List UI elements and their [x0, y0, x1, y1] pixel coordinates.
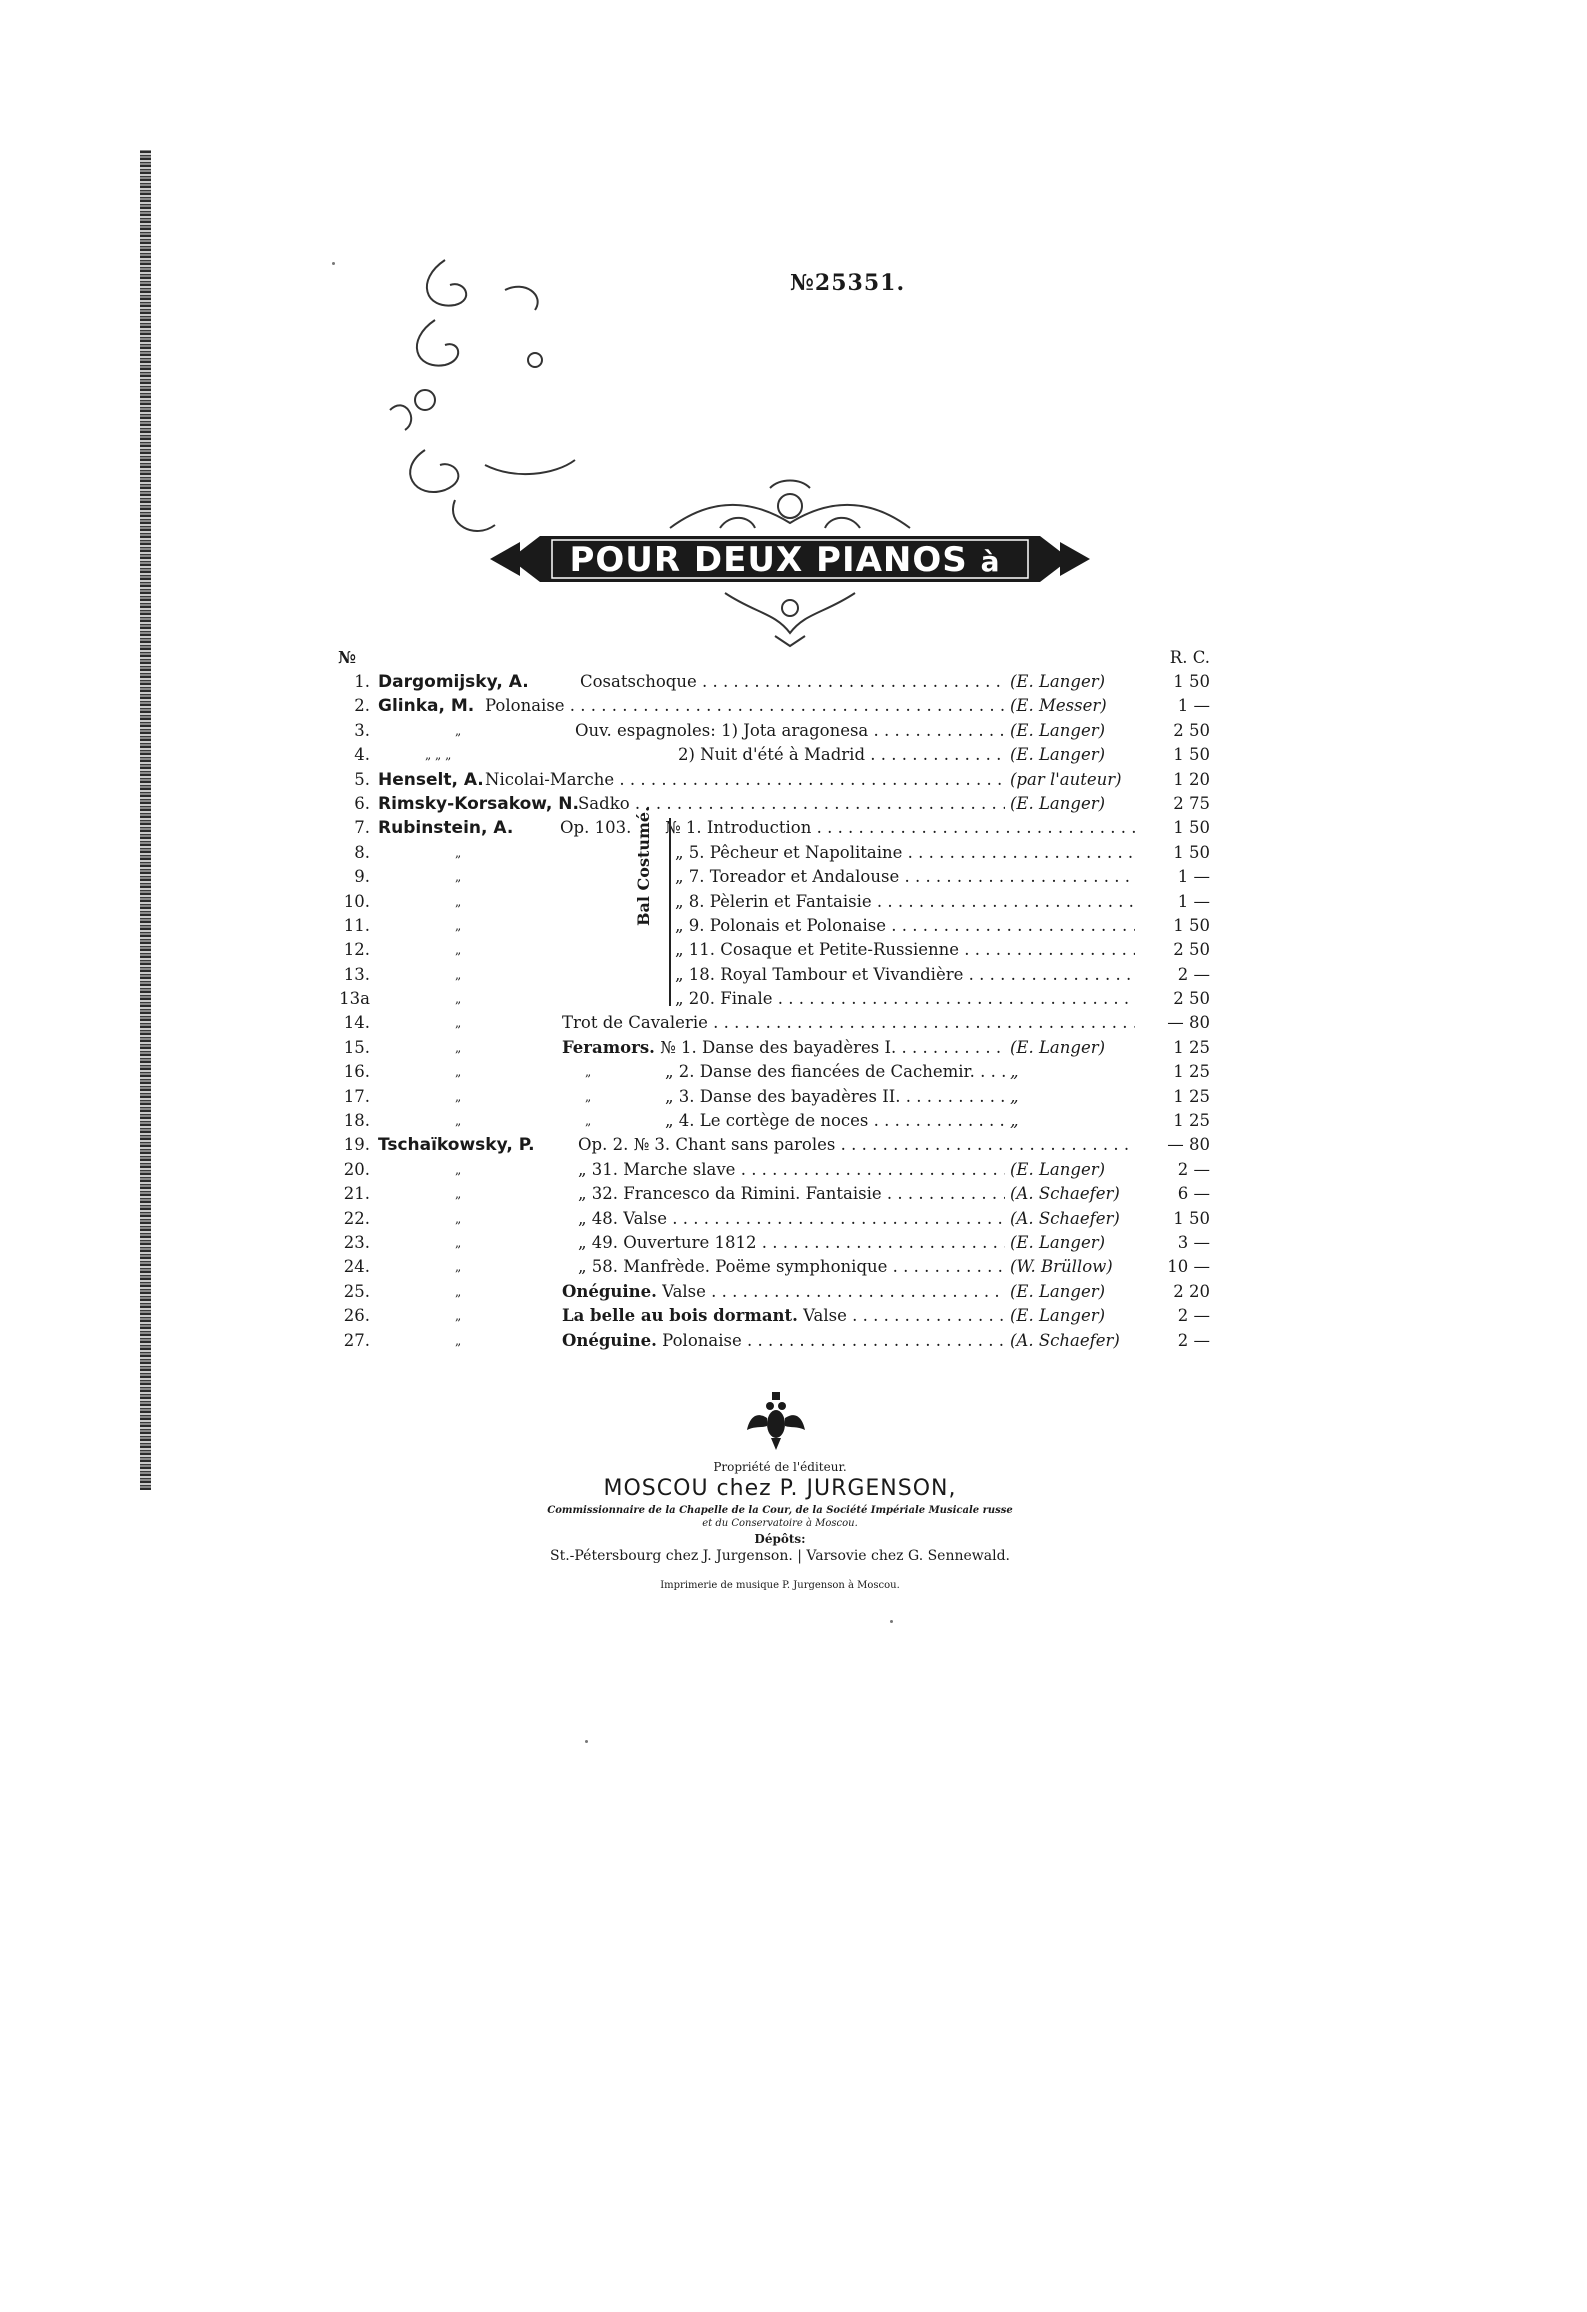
price-value: 2 —: [1177, 1330, 1210, 1350]
work-title: Valse . . .: [662, 1282, 1005, 1301]
catalog-row: [330, 1255, 1210, 1279]
work-title-cell: [578, 1255, 1005, 1279]
catalog-number: 11.: [343, 915, 370, 935]
arranger-name: (E. Langer): [1010, 1159, 1106, 1179]
subtitle-a: à: [980, 545, 1001, 578]
catalog-row: [330, 1182, 1210, 1206]
ditto-mark: „: [585, 1065, 592, 1080]
price-value: — 80: [1167, 1013, 1210, 1033]
price-value: 1 50: [1173, 842, 1210, 862]
ditto-mark: „: [455, 723, 462, 738]
catalog-number: 20.: [343, 1159, 370, 1179]
ditto-mark: „: [455, 943, 462, 958]
work-title: Valse . . .: [803, 1306, 1005, 1325]
ditto-mark: „: [455, 870, 462, 885]
price-value: — 80: [1167, 1135, 1210, 1155]
catalog-header: [330, 648, 1210, 670]
catalog-number: 25.: [343, 1281, 370, 1301]
ditto-mark: „: [455, 967, 462, 982]
catalog-number: 23.: [343, 1232, 370, 1252]
ditto-mark: „: [455, 1162, 462, 1177]
scan-speck: [332, 262, 335, 265]
ditto-mark: „: [455, 894, 462, 909]
catalog-row: [330, 1329, 1210, 1353]
pendant-ornament-icon: [715, 588, 865, 648]
price-value: 1 25: [1173, 1111, 1210, 1131]
ditto-mark: „: [455, 1040, 462, 1055]
catalog-row: [330, 719, 1210, 743]
subtitle-main: POUR DEUX PIANOS: [569, 540, 968, 580]
arranger-name: (E. Langer): [1010, 1306, 1106, 1326]
work-title-cell: [485, 768, 1005, 792]
work-group-title: La belle au bois dormant.: [562, 1306, 798, 1326]
work-title: „ 58. Manfrède. Poëme symphonique . . .: [578, 1257, 1005, 1276]
catalog-number: 2.: [354, 696, 370, 716]
price-value: 1 50: [1173, 745, 1210, 765]
composer-name: Dargomijsky, A.: [378, 672, 529, 692]
catalog-number: 26.: [343, 1306, 370, 1326]
ditto-mark: „: [455, 1065, 462, 1080]
price-value: 1 —: [1177, 696, 1210, 716]
price-value: 2 —: [1177, 964, 1210, 984]
work-title-cell: [675, 963, 1135, 987]
title-block: [405, 335, 1145, 470]
work-title-cell: [678, 743, 1005, 767]
price-value: 1 25: [1173, 1062, 1210, 1082]
work-title-cell: [562, 1280, 1005, 1304]
work-title: „ 18. Royal Tambour et Vivandière . . .: [675, 965, 1135, 984]
work-title: Cosatschoque . . .: [580, 672, 1005, 691]
work-title-cell: [580, 670, 1005, 694]
work-title: Ouv. espagnoles: 1) Jota aragonesa . . .: [575, 721, 1005, 740]
work-title-cell: [562, 1329, 1005, 1353]
work-title: Polonaise . . .: [485, 696, 1005, 715]
work-title-cell: [485, 694, 1005, 718]
work-title-cell: [675, 938, 1135, 962]
ditto-mark: „: [455, 918, 462, 933]
work-title: „ 11. Cosaque et Petite-Russienne . . .: [675, 940, 1135, 959]
work-title: № 1. Danse des bayadères I. . . .: [660, 1038, 1005, 1057]
arranger-name: „: [1010, 1111, 1019, 1131]
footer-depots-label: Dépôts:: [754, 1532, 806, 1546]
work-title: „ 2. Danse des fiancées de Cachemir. . . .: [665, 1062, 1005, 1081]
work-group-title: Feramors.: [562, 1037, 655, 1057]
ditto-mark: „: [455, 1211, 462, 1226]
work-title-cell: [578, 1158, 1005, 1182]
arranger-name: (E. Langer): [1010, 1281, 1106, 1301]
scan-speck: [890, 1620, 893, 1623]
catalog-number: 15.: [343, 1037, 370, 1057]
price-value: 2 —: [1177, 1306, 1210, 1326]
price-value: 1 20: [1173, 769, 1210, 789]
price-value: 10 —: [1167, 1257, 1210, 1277]
composer-name: Rimsky-Korsakow, N.: [378, 793, 579, 814]
work-group-title: Onéguine.: [562, 1330, 657, 1350]
catalog-number: 3.: [354, 720, 370, 740]
catalog-number: 14.: [343, 1013, 370, 1033]
imperial-eagle-icon: [745, 1390, 807, 1452]
work-title-cell: [675, 890, 1135, 914]
work-group-title: Onéguine.: [562, 1281, 657, 1301]
footer-publisher: MOSCOU chez P. JURGENSON,: [603, 1476, 957, 1501]
footer-property: Propriété de l'éditeur.: [713, 1460, 847, 1474]
work-title-cell: [578, 1182, 1005, 1206]
arranger-name: (A. Schaefer): [1010, 1184, 1120, 1204]
catalog-row: [330, 792, 1210, 816]
work-title: „ 49. Ouverture 1812 . . .: [578, 1233, 1005, 1252]
catalog-number: 7.: [354, 818, 370, 838]
catalog-row: [330, 1133, 1210, 1157]
work-title: № 1. Introduction . . .: [665, 818, 1135, 837]
catalog-number: 4.: [354, 745, 370, 765]
catalog-row: [330, 1060, 1210, 1084]
ditto-mark: „: [455, 1089, 462, 1104]
work-title-cell: [665, 816, 1135, 840]
column-number-header: №: [338, 648, 356, 667]
catalog-row: [330, 1036, 1210, 1060]
arranger-name: (W. Brüllow): [1010, 1257, 1113, 1277]
price-value: 2 50: [1173, 940, 1210, 960]
plate-number: №25351.: [790, 270, 906, 296]
catalog-row: [330, 1304, 1210, 1328]
catalog-row: [330, 890, 1210, 914]
footer-printer: Imprimerie de musique P. Jurgenson à Moscou.: [660, 1580, 900, 1591]
work-title: 2) Nuit d'été à Madrid . . .: [678, 745, 1005, 764]
catalog-row: [330, 743, 1210, 767]
catalog-row: [330, 865, 1210, 889]
ditto-mark: „: [455, 1114, 462, 1129]
ditto-mark: „: [455, 1235, 462, 1250]
work-title-cell: [562, 1304, 1005, 1328]
catalog-list: [330, 648, 1210, 1353]
work-title: Nicolai-Marche . . .: [485, 770, 1005, 789]
arranger-name: (E. Langer): [1010, 1232, 1106, 1252]
work-title-cell: [578, 1231, 1005, 1255]
catalog-number: 22.: [343, 1208, 370, 1228]
catalog-number: 21.: [343, 1184, 370, 1204]
work-title: „ 9. Polonais et Polonaise . . .: [675, 916, 1135, 935]
catalog-number: 18.: [343, 1111, 370, 1131]
catalog-number: 9.: [354, 867, 370, 887]
composer-name: Rubinstein, A.: [378, 818, 514, 839]
work-title-cell: [562, 1036, 1005, 1060]
catalog-row: [330, 1207, 1210, 1231]
arranger-name: (par l'auteur): [1010, 769, 1122, 789]
catalog-number: 19.: [343, 1135, 370, 1155]
price-value: 2 75: [1173, 793, 1210, 813]
opus-number: Op. 103.: [560, 818, 632, 838]
catalog-row: [330, 694, 1210, 718]
work-title-cell: [665, 1109, 1005, 1133]
ditto-mark: „: [455, 1260, 462, 1275]
work-title: Polonaise . . .: [662, 1331, 1005, 1350]
price-value: 3 —: [1177, 1232, 1210, 1252]
arranger-name: (A. Schaefer): [1010, 1330, 1120, 1350]
composer-name: Glinka, M.: [378, 696, 475, 717]
work-title: „ 32. Francesco da Rimini. Fantaisie . . .: [578, 1184, 1005, 1203]
arranger-name: (E. Messer): [1010, 696, 1107, 716]
work-title: Trot de Cavalerie . . .: [562, 1013, 1135, 1032]
catalog-number: 27.: [343, 1330, 370, 1350]
composer-name: Henselt, A.: [378, 769, 484, 790]
work-title: „ 3. Danse des bayadères II. . . .: [665, 1087, 1005, 1106]
work-title-cell: [562, 1011, 1135, 1035]
ditto-mark: „ „ „: [425, 748, 452, 763]
work-title: Sadko . . .: [578, 794, 1005, 813]
catalog-row: [330, 963, 1210, 987]
ditto-mark: „: [455, 1333, 462, 1348]
catalog-row: [330, 1109, 1210, 1133]
price-value: 2 50: [1173, 720, 1210, 740]
work-title-cell: [665, 1060, 1005, 1084]
work-title: „ 4. Le cortège de noces . . .: [665, 1111, 1005, 1130]
bal-costume-label: Bal Costumé.: [634, 806, 653, 926]
work-title: „ 5. Pêcheur et Napolitaine . . .: [675, 843, 1135, 862]
arranger-name: (E. Langer): [1010, 720, 1106, 740]
column-price-header: R. C.: [1169, 648, 1210, 667]
catalog-row: [330, 1280, 1210, 1304]
arranger-name: (E. Langer): [1010, 793, 1106, 813]
work-title-cell: [675, 987, 1135, 1011]
catalog-row: [330, 816, 1210, 840]
work-title-cell: [578, 1133, 1135, 1157]
catalog-row: [330, 1011, 1210, 1035]
price-value: 1 —: [1177, 867, 1210, 887]
work-title-cell: [578, 1207, 1005, 1231]
price-value: 1 —: [1177, 891, 1210, 911]
work-title-cell: [675, 914, 1135, 938]
price-value: 1 50: [1173, 1208, 1210, 1228]
footer-depots: St.-Pétersbourg chez J. Jurgenson. | Varsovie chez G. Sennewald.: [549, 1548, 1011, 1564]
catalog-number: 12.: [343, 940, 370, 960]
catalog-number: 5.: [354, 769, 370, 789]
work-title-cell: [665, 1085, 1005, 1109]
ditto-mark: „: [585, 1089, 592, 1104]
ditto-mark: „: [455, 992, 462, 1007]
catalog-number: 13a: [339, 989, 370, 1009]
catalog-number: 16.: [343, 1062, 370, 1082]
catalog-number: 6.: [354, 793, 370, 813]
work-title-cell: [675, 865, 1135, 889]
work-title: „ 20. Finale . . .: [675, 989, 1135, 1008]
footer-commission-line-2: et du Conservatoire à Moscou.: [702, 1518, 858, 1529]
price-value: 1 25: [1173, 1037, 1210, 1057]
price-value: 2 —: [1177, 1159, 1210, 1179]
ditto-mark: „: [455, 1016, 462, 1031]
work-title: „ 7. Toreador et Andalouse . . .: [675, 867, 1135, 886]
price-value: 1 50: [1173, 818, 1210, 838]
price-value: 1 25: [1173, 1086, 1210, 1106]
ditto-mark: „: [455, 1284, 462, 1299]
catalog-row: [330, 938, 1210, 962]
work-title: „ 31. Marche slave . . .: [578, 1160, 1005, 1179]
arranger-name: „: [1010, 1086, 1019, 1106]
catalog-row: [330, 841, 1210, 865]
work-title-cell: [675, 841, 1135, 865]
price-value: 2 20: [1173, 1281, 1210, 1301]
price-value: 1 50: [1173, 672, 1210, 691]
catalog-number: 1.: [354, 672, 370, 691]
catalog-row: [330, 1231, 1210, 1255]
catalog-number: 10.: [343, 891, 370, 911]
work-title: „ 48. Valse . . .: [578, 1209, 1005, 1228]
catalog-row: [330, 1085, 1210, 1109]
arranger-name: „: [1010, 1062, 1019, 1082]
subtitle-hands: 8/ms: [737, 586, 833, 626]
work-title: Op. 2. № 3. Chant sans paroles . . .: [578, 1135, 1135, 1154]
ditto-mark: „: [455, 1309, 462, 1324]
ditto-mark: „: [585, 1114, 592, 1129]
ditto-mark: „: [455, 1187, 462, 1202]
arranger-name: (A. Schaefer): [1010, 1208, 1120, 1228]
composer-name: Tschaïkowsky, P.: [378, 1135, 535, 1156]
catalog-number: 13.: [343, 964, 370, 984]
price-value: 2 50: [1173, 989, 1210, 1009]
work-title-cell: [575, 719, 1005, 743]
catalog-row: [330, 987, 1210, 1011]
scan-speck: [585, 1740, 588, 1743]
crest-ornament-icon: [660, 478, 920, 538]
scanned-page-edge: [140, 150, 151, 1490]
catalog-row: [330, 1158, 1210, 1182]
ditto-mark: „: [455, 845, 462, 860]
subtitle: [555, 538, 1015, 626]
catalog-row: [330, 670, 1210, 694]
catalog-number: 24.: [343, 1257, 370, 1277]
catalog-row: [330, 768, 1210, 792]
arranger-name: (E. Langer): [1010, 1037, 1106, 1057]
catalog-row: [330, 914, 1210, 938]
catalog-number: 8.: [354, 842, 370, 862]
bal-costume-bracket: [655, 818, 671, 1006]
arranger-name: (E. Langer): [1010, 745, 1106, 765]
catalog-number: 17.: [343, 1086, 370, 1106]
price-value: 1 50: [1173, 915, 1210, 935]
arranger-name: (E. Langer): [1010, 672, 1106, 691]
work-title: „ 8. Pèlerin et Fantaisie . . .: [675, 892, 1135, 911]
price-value: 6 —: [1177, 1184, 1210, 1204]
footer-commission-line-1: Commissionnaire de la Chapelle de la Cour, de la Société Impériale Musicale russe: [547, 1505, 1013, 1516]
